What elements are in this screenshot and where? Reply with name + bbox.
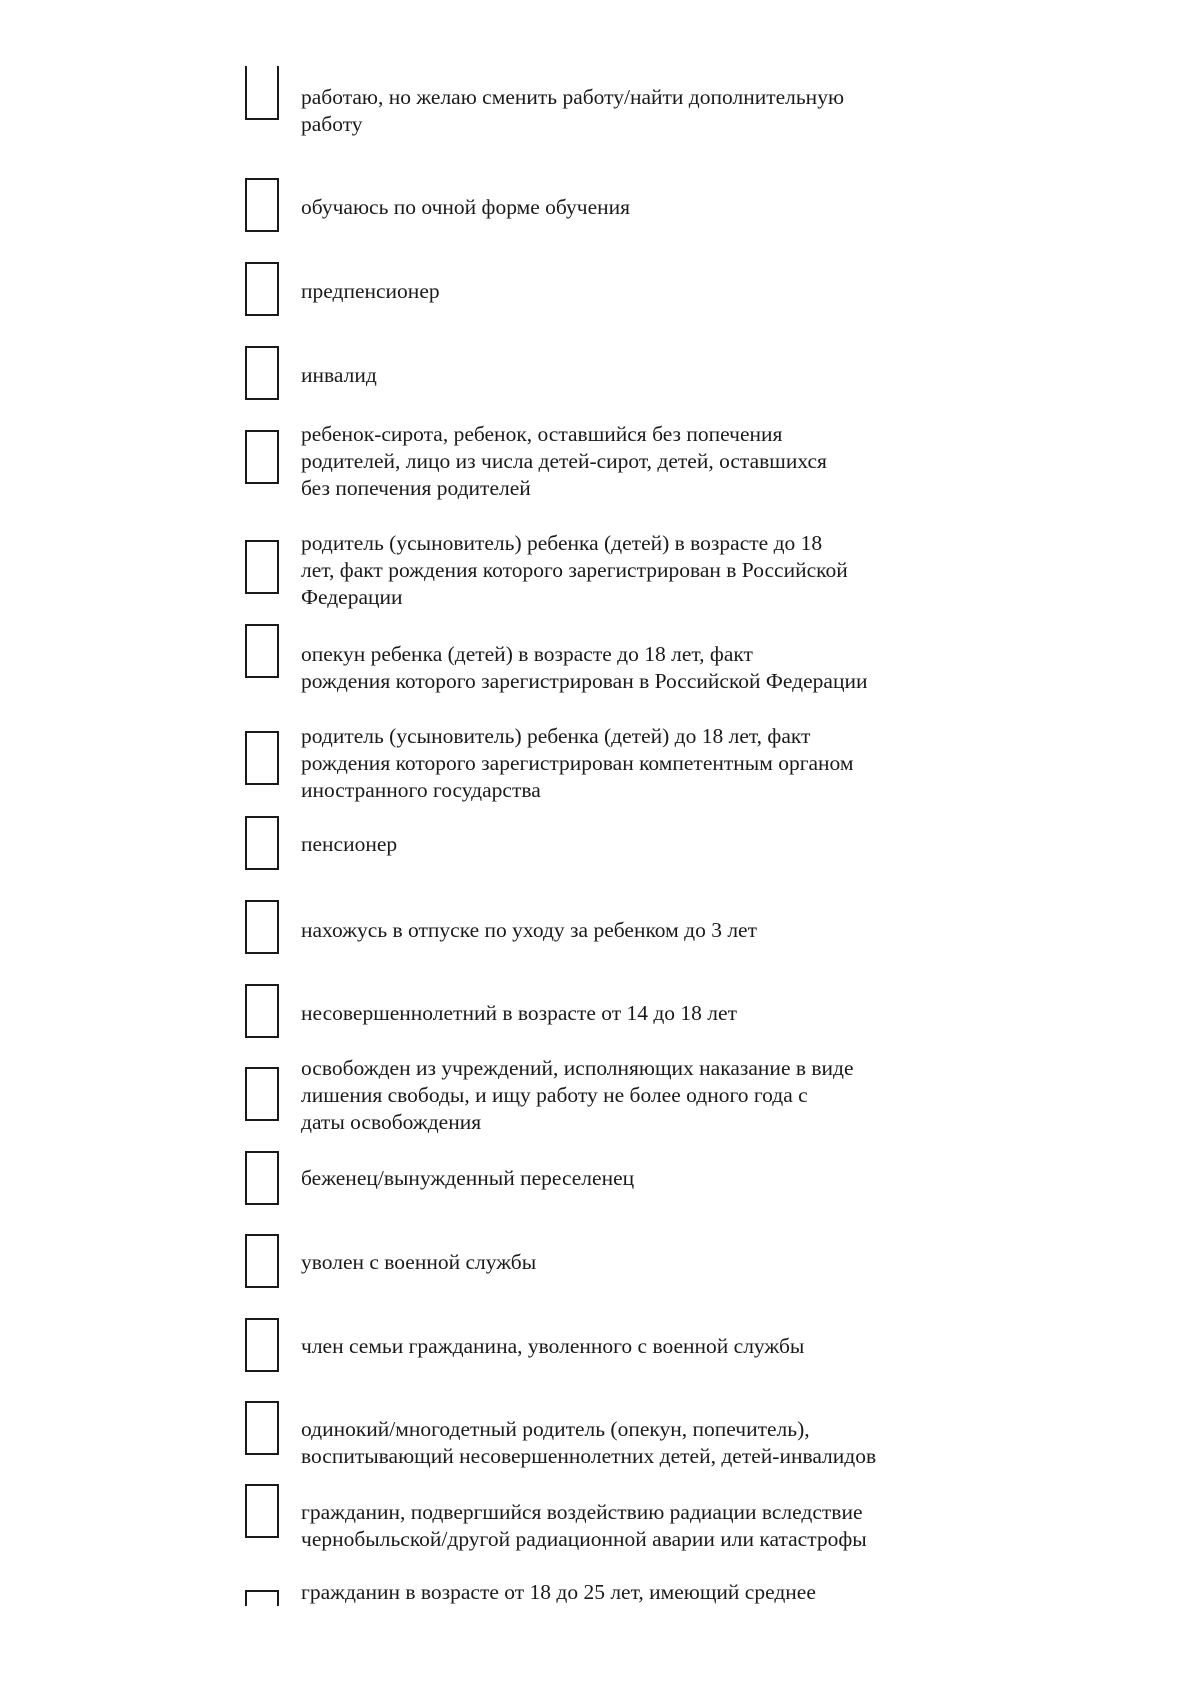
- option-label-line: гражданин, подвергшийся воздействию радиации вследствие: [301, 1500, 863, 1524]
- option-label-line: воспитывающий несовершеннолетних детей, детей-инвалидов: [301, 1444, 877, 1468]
- option-label: [301, 1249, 981, 1276]
- option-label-line: предпенсионер: [301, 279, 440, 303]
- option-checkbox[interactable]: [245, 540, 279, 594]
- option-checkbox[interactable]: [245, 1067, 279, 1121]
- option-label-line: Федерации: [301, 585, 403, 609]
- option-label: [301, 1055, 981, 1136]
- option-label-line: уволен с военной службы: [301, 1250, 537, 1274]
- option-label-line: нахожусь в отпуске по уходу за ребенком до 3 лет: [301, 918, 757, 942]
- option-label-line: инвалид: [301, 363, 377, 387]
- option-label-line: чернобыльской/другой радиационной аварии или катастрофы: [301, 1527, 867, 1551]
- option-label: [301, 1499, 981, 1553]
- option-label-line: родитель (усыновитель) ребенка (детей) в возрасте до 18: [301, 531, 823, 555]
- option-label: [301, 641, 981, 695]
- option-label-line: рождения которого зарегистрирован в Российской Федерации: [301, 669, 868, 693]
- option-label: [301, 1165, 981, 1192]
- option-label: [301, 362, 981, 389]
- option-checkbox[interactable]: [245, 346, 279, 400]
- option-label-line: лет, факт рождения которого зарегистрирован в Российской: [301, 558, 848, 582]
- option-checkbox[interactable]: [245, 816, 279, 870]
- option-label-line: родитель (усыновитель) ребенка (детей) до 18 лет, факт: [301, 724, 811, 748]
- option-checkbox[interactable]: [245, 1234, 279, 1288]
- option-label: [301, 421, 981, 502]
- option-label-line: даты освобождения: [301, 1110, 482, 1134]
- option-checkbox[interactable]: [245, 178, 279, 232]
- option-label: [301, 723, 981, 804]
- option-checkbox[interactable]: [245, 1590, 279, 1606]
- option-label-line: родителей, лицо из числа детей-сирот, детей, оставшихся: [301, 449, 827, 473]
- option-label-line: несовершеннолетний в возрасте от 14 до 18 лет: [301, 1001, 737, 1025]
- option-label-line: рождения которого зарегистрирован компетентным органом: [301, 751, 854, 775]
- option-label: [301, 831, 981, 858]
- option-checkbox[interactable]: [245, 984, 279, 1038]
- option-checkbox[interactable]: [245, 1151, 279, 1205]
- option-label: [301, 194, 981, 221]
- option-label: [301, 530, 981, 611]
- option-checkbox[interactable]: [245, 1484, 279, 1538]
- option-label-line: без попечения родителей: [301, 476, 531, 500]
- option-label-line: иностранного государства: [301, 778, 541, 802]
- option-label: [301, 278, 981, 305]
- option-checkbox[interactable]: [245, 66, 279, 120]
- option-checkbox[interactable]: [245, 624, 279, 678]
- option-label-line: лишения свободы, и ищу работу не более одного года с: [301, 1083, 808, 1107]
- option-checkbox[interactable]: [245, 430, 279, 484]
- option-checkbox[interactable]: [245, 731, 279, 785]
- option-label: [301, 1579, 981, 1606]
- option-label-line: работаю, но желаю сменить работу/найти дополнительную: [301, 85, 845, 109]
- option-label: [301, 917, 981, 944]
- option-label: [301, 1000, 981, 1027]
- option-label-line: одинокий/многодетный родитель (опекун, попечитель),: [301, 1417, 810, 1441]
- option-label: [301, 84, 981, 138]
- option-label-line: беженец/вынужденный переселенец: [301, 1166, 635, 1190]
- option-label-line: работу: [301, 112, 363, 136]
- option-label-line: опекун ребенка (детей) в возрасте до 18 лет, факт: [301, 642, 753, 666]
- option-label: [301, 1416, 981, 1470]
- option-label-line: член семьи гражданина, уволенного с военной службы: [301, 1334, 805, 1358]
- option-checkbox[interactable]: [245, 262, 279, 316]
- option-label-line: освобожден из учреждений, исполняющих наказание в виде: [301, 1056, 854, 1080]
- option-label-line: обучаюсь по очной форме обучения: [301, 195, 631, 219]
- option-checkbox[interactable]: [245, 1401, 279, 1455]
- option-checkbox[interactable]: [245, 900, 279, 954]
- option-label-line: гражданин в возрасте от 18 до 25 лет, имеющий среднее: [301, 1580, 816, 1604]
- option-label-line: ребенок-сирота, ребенок, оставшийся без попечения: [301, 422, 783, 446]
- option-label-line: пенсионер: [301, 832, 398, 856]
- option-checkbox[interactable]: [245, 1318, 279, 1372]
- option-label: [301, 1333, 981, 1360]
